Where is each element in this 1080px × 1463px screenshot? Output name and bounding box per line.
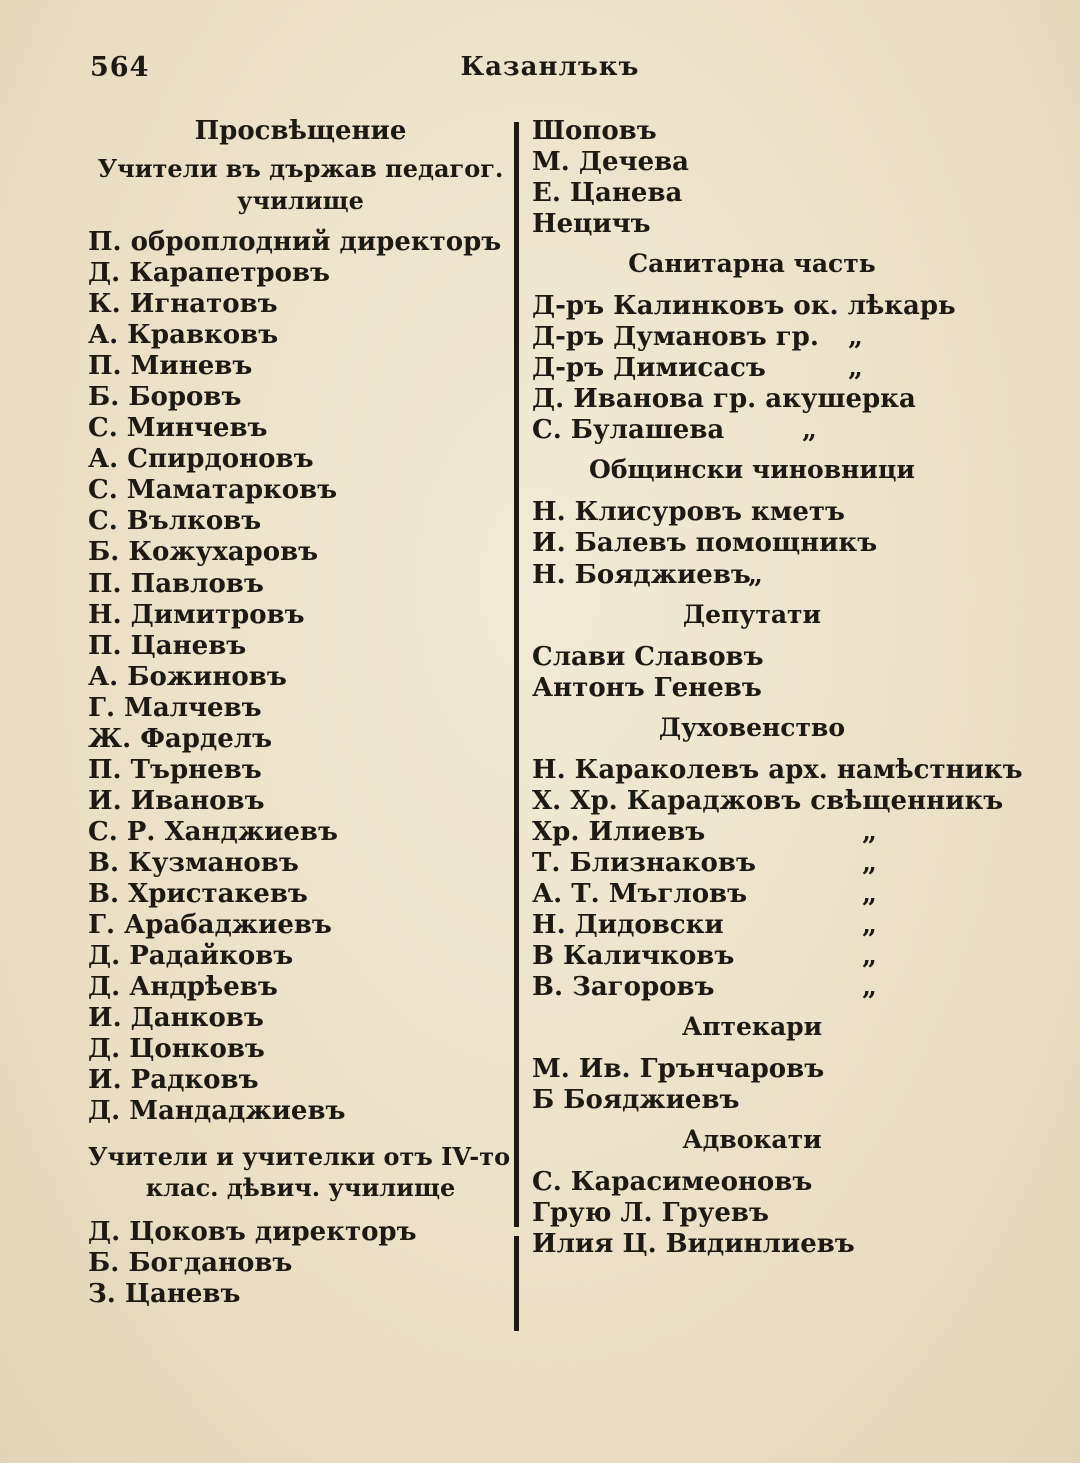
continued-teacher-list bbox=[532, 116, 972, 240]
list-item: И. Данковъ bbox=[88, 1003, 264, 1034]
column-divider bbox=[514, 122, 519, 1227]
list-item bbox=[532, 353, 972, 384]
list-item: Б. Богдановъ bbox=[88, 1248, 293, 1279]
ditto-mark: „ bbox=[862, 878, 877, 909]
list-item: М. Дечева bbox=[532, 147, 690, 178]
list-item: Д. Радайковъ bbox=[88, 941, 294, 972]
entry-name: Д. Иванова гр. акушерка bbox=[532, 384, 916, 415]
group-title-state-pedagogical-school: Учители въ държав педагог. училище bbox=[97, 154, 504, 215]
list-item: З. Цаневъ bbox=[88, 1279, 241, 1310]
ditto-mark: „ bbox=[848, 353, 863, 384]
section-title-deputies: Депутати bbox=[682, 599, 822, 629]
list-item bbox=[532, 910, 972, 941]
list-item bbox=[532, 785, 1004, 817]
list-item: П. Миневъ bbox=[88, 351, 253, 382]
entry-name: А. Т. Мъгловъ bbox=[532, 878, 748, 909]
list-item bbox=[532, 528, 972, 559]
list-item: Д. Мандаджиевъ bbox=[88, 1096, 346, 1127]
ditto-mark: „ bbox=[802, 415, 817, 446]
list-item: В. Кузмановъ bbox=[88, 847, 299, 878]
list-item: Н. Димитровъ bbox=[88, 599, 305, 630]
list-item: С. Р. Ханджиевъ bbox=[88, 816, 338, 847]
list-item bbox=[532, 848, 972, 879]
entry-name: Н. Бояджиевъ bbox=[532, 559, 751, 590]
list-item: М. Ив. Грънчаровъ bbox=[532, 1054, 825, 1085]
ditto-mark: „ bbox=[862, 909, 877, 940]
pharmacists-list bbox=[532, 1054, 972, 1116]
municipal-list bbox=[532, 497, 972, 590]
list-item bbox=[532, 972, 972, 1003]
list-item bbox=[532, 291, 972, 322]
group-title-line: клас. дѣвич. училище bbox=[145, 1173, 456, 1203]
list-item bbox=[532, 560, 972, 591]
list-item: П. Павловъ bbox=[88, 568, 264, 599]
girls-school-teacher-list bbox=[88, 1217, 513, 1310]
list-item: П. Цаневъ bbox=[88, 630, 247, 661]
section-title-sanitary: Санитарна часть bbox=[628, 249, 876, 279]
list-item: С. Минчевъ bbox=[88, 413, 268, 444]
list-item: Д. Андрѣевъ bbox=[88, 972, 278, 1003]
list-item: И. Радковъ bbox=[88, 1065, 259, 1096]
list-item: А. Божиновъ bbox=[88, 661, 287, 692]
list-item bbox=[532, 322, 972, 353]
list-item: Б. Боровъ bbox=[88, 382, 242, 413]
entry-name: Т. Близнаковъ bbox=[532, 847, 756, 878]
list-item: П. Търневъ bbox=[88, 754, 262, 785]
deputies-list bbox=[532, 642, 972, 704]
column-divider bbox=[514, 1236, 519, 1331]
list-item: К. Игнатовъ bbox=[88, 289, 278, 320]
entry-name: Д-ръ Димисасъ bbox=[532, 353, 766, 384]
group-title-line: Учители и учителки отъ IV-то bbox=[88, 1142, 511, 1172]
section-title-pharmacists: Аптекари bbox=[681, 1012, 823, 1042]
section-title-clergy: Духовенство bbox=[658, 712, 846, 742]
section-title-education: Просвѣщение bbox=[194, 116, 407, 146]
ditto-mark: „ bbox=[862, 816, 877, 847]
list-item: С. Карасимеоновъ bbox=[532, 1167, 813, 1198]
list-item: Б Бояджиевъ bbox=[532, 1085, 740, 1116]
list-item: Ж. Фарделъ bbox=[88, 723, 273, 754]
list-item: Шоповъ bbox=[532, 116, 657, 146]
list-item: П. оброплодний директоръ bbox=[88, 227, 502, 257]
section-title-municipal: Общински чиновници bbox=[589, 455, 915, 485]
entry-name: В Каличковъ bbox=[532, 940, 735, 971]
list-item: Г. Малчевъ bbox=[88, 692, 262, 723]
sanitary-list bbox=[532, 291, 972, 446]
list-item: Б. Кожухаровъ bbox=[88, 537, 319, 568]
list-item: С. Маматарковъ bbox=[88, 475, 338, 506]
running-title: Казанлъкъ bbox=[460, 52, 640, 82]
list-item: Д. Цонковъ bbox=[88, 1034, 265, 1065]
list-item bbox=[532, 754, 1023, 786]
list-item bbox=[532, 384, 972, 415]
list-item: Илия Ц. Видинлиевъ bbox=[532, 1229, 855, 1260]
entry-name: Н. Караколевъ арх. намѣстникъ bbox=[532, 754, 1023, 785]
list-item bbox=[532, 817, 972, 848]
section-title-lawyers: Адвокати bbox=[682, 1125, 822, 1155]
ditto-mark: „ bbox=[862, 940, 877, 971]
list-item: Д. Цоковъ директоръ bbox=[88, 1217, 417, 1248]
entry-name: Д-ръ Думановъ гр. bbox=[532, 322, 819, 353]
list-item bbox=[532, 497, 972, 528]
entry-name: Н. Дидовски bbox=[532, 909, 724, 940]
list-item: Антонъ Геневъ bbox=[532, 672, 762, 703]
page-number: 564 bbox=[90, 52, 150, 83]
list-item bbox=[532, 879, 972, 910]
list-item: А. Спирдоновъ bbox=[88, 444, 314, 475]
left-column bbox=[88, 116, 513, 1311]
ditto-mark: „ bbox=[848, 322, 863, 353]
list-item bbox=[532, 415, 972, 446]
right-column bbox=[532, 116, 1023, 1260]
ditto-mark: „ bbox=[748, 559, 763, 590]
group-title-girls-school bbox=[88, 1141, 513, 1203]
teacher-list bbox=[88, 227, 513, 1127]
list-item: Д. Карапетровъ bbox=[88, 258, 330, 289]
entry-name: Х. Хр. Караджовъ свѣщенникъ bbox=[532, 785, 1004, 816]
ditto-mark: „ bbox=[862, 847, 877, 878]
list-item bbox=[532, 941, 972, 972]
list-item: Е. Цанева bbox=[532, 178, 683, 209]
list-item: Грую Л. Груевъ bbox=[532, 1198, 769, 1229]
entry-name: С. Булашева bbox=[532, 415, 725, 446]
list-item: Нецичъ bbox=[532, 209, 651, 240]
list-item: В. Христакевъ bbox=[88, 878, 308, 909]
entry-name: Хр. Илиевъ bbox=[532, 816, 706, 847]
entry-name: Н. Клисуровъ кметъ bbox=[532, 497, 845, 528]
list-item: А. Кравковъ bbox=[88, 320, 279, 351]
clergy-list bbox=[532, 754, 1023, 1003]
list-item: Слави Славовъ bbox=[532, 641, 764, 672]
list-item: С. Вълковъ bbox=[88, 506, 262, 537]
entry-name: В. Загоровъ bbox=[532, 971, 715, 1002]
list-item: Г. Арабаджиевъ bbox=[88, 910, 332, 941]
ditto-mark: „ bbox=[862, 971, 877, 1002]
lawyers-list bbox=[532, 1167, 972, 1260]
list-item: И. Ивановъ bbox=[88, 785, 265, 816]
entry-name: И. Балевъ помощникъ bbox=[532, 528, 878, 559]
entry-name: Д-ръ Калинковъ ок. лѣкарь bbox=[532, 291, 956, 322]
